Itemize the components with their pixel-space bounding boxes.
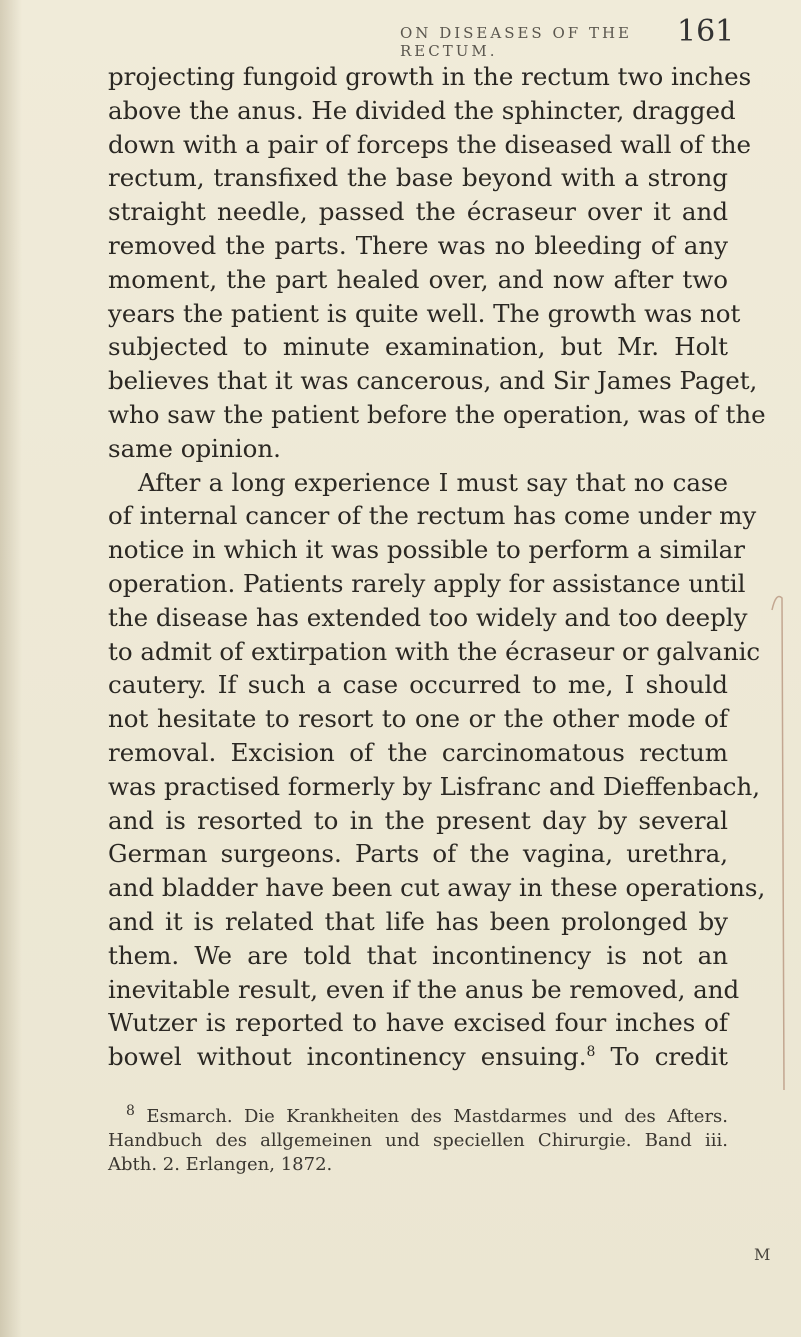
- text-line: believes that it was cancerous, and Sir James Paget,: [108, 366, 758, 396]
- text-line: years the patient is quite well. The growth was not: [108, 298, 741, 328]
- footnote: [108, 1105, 728, 1177]
- text-line: inevitable result, even if the anus be removed, and: [108, 974, 740, 1004]
- running-head: ON DISEASES OF THE RECTUM.: [400, 24, 632, 60]
- footnote-reference[interactable]: 8: [586, 1043, 596, 1060]
- text-fragment: bowel without incontinency ensuing.: [108, 1042, 587, 1072]
- text-line: not hesitate to resort to one or the other mode of: [108, 704, 728, 734]
- text-line: and is resorted to in the present day by several: [108, 805, 728, 835]
- text-line: removal. Excision of the carcinomatous rectum: [108, 737, 728, 767]
- text-line: notice in which it was possible to perform a similar: [108, 535, 745, 565]
- body-text: [108, 60, 766, 1074]
- footnote-line: Handbuch des allgemeinen und speciellen Chirurgie. Band iii.: [108, 1130, 728, 1151]
- footnote-marker: 8: [126, 1103, 135, 1119]
- text-line: and it is related that life has been prolonged by: [108, 906, 728, 936]
- text-line: down with a pair of forceps the diseased wall of the: [108, 129, 752, 159]
- text-line: to admit of extirpation with the écraseur or galvanic: [108, 636, 761, 666]
- text-line: them. We are told that incontinency is not an: [108, 940, 728, 970]
- page-header: [110, 14, 735, 60]
- text-line: cautery. If such a case occurred to me, I should: [108, 670, 728, 700]
- footnote-text: Esmarch. Die Krankheiten des Mastdarmes und des Afters.: [146, 1106, 729, 1127]
- text-line: subjected to minute examination, but Mr. Holt: [108, 332, 728, 362]
- text-line: of internal cancer of the rectum has come under my: [108, 501, 757, 531]
- text-line: projecting fungoid growth in the rectum two inches: [108, 62, 752, 91]
- footnote-line: Abth. 2. Erlangen, 1872.: [108, 1154, 333, 1175]
- text-line: Wutzer is reported to have excised four inches of: [108, 1008, 728, 1038]
- text-line: rectum, transfixed the base beyond with a strong: [108, 163, 728, 193]
- text-line: above the anus. He divided the sphincter, dragged: [108, 95, 736, 125]
- text-line: and bladder have been cut away in these operations,: [108, 873, 766, 903]
- text-line: straight needle, passed the écraseur over it and: [108, 197, 728, 227]
- text-line: operation. Patients rarely apply for assistance until: [108, 568, 746, 598]
- text-line: was practised formerly by Lisfranc and Dieffenbach,: [108, 771, 761, 801]
- text-line: the disease has extended too widely and too deeply: [108, 602, 748, 632]
- text-line-last: [108, 1040, 728, 1074]
- text-line: German surgeons. Parts of the vagina, urethra,: [108, 839, 728, 869]
- signature-mark: M: [754, 1245, 771, 1264]
- text-line: same opinion.: [108, 433, 281, 463]
- text-line: moment, the part healed over, and now after two: [108, 264, 728, 294]
- text-fragment: To credit: [595, 1042, 729, 1072]
- text-line: who saw the patient before the operation, was of the: [108, 399, 766, 429]
- page-edge-shadow: [0, 0, 22, 1337]
- margin-pencil-mark: [770, 590, 788, 1090]
- text-line: removed the parts. There was no bleeding of any: [108, 230, 728, 260]
- text-line: After a long experience I must say that no case: [138, 467, 728, 497]
- page-number: 161: [677, 14, 735, 49]
- footnote-line: [108, 1105, 728, 1129]
